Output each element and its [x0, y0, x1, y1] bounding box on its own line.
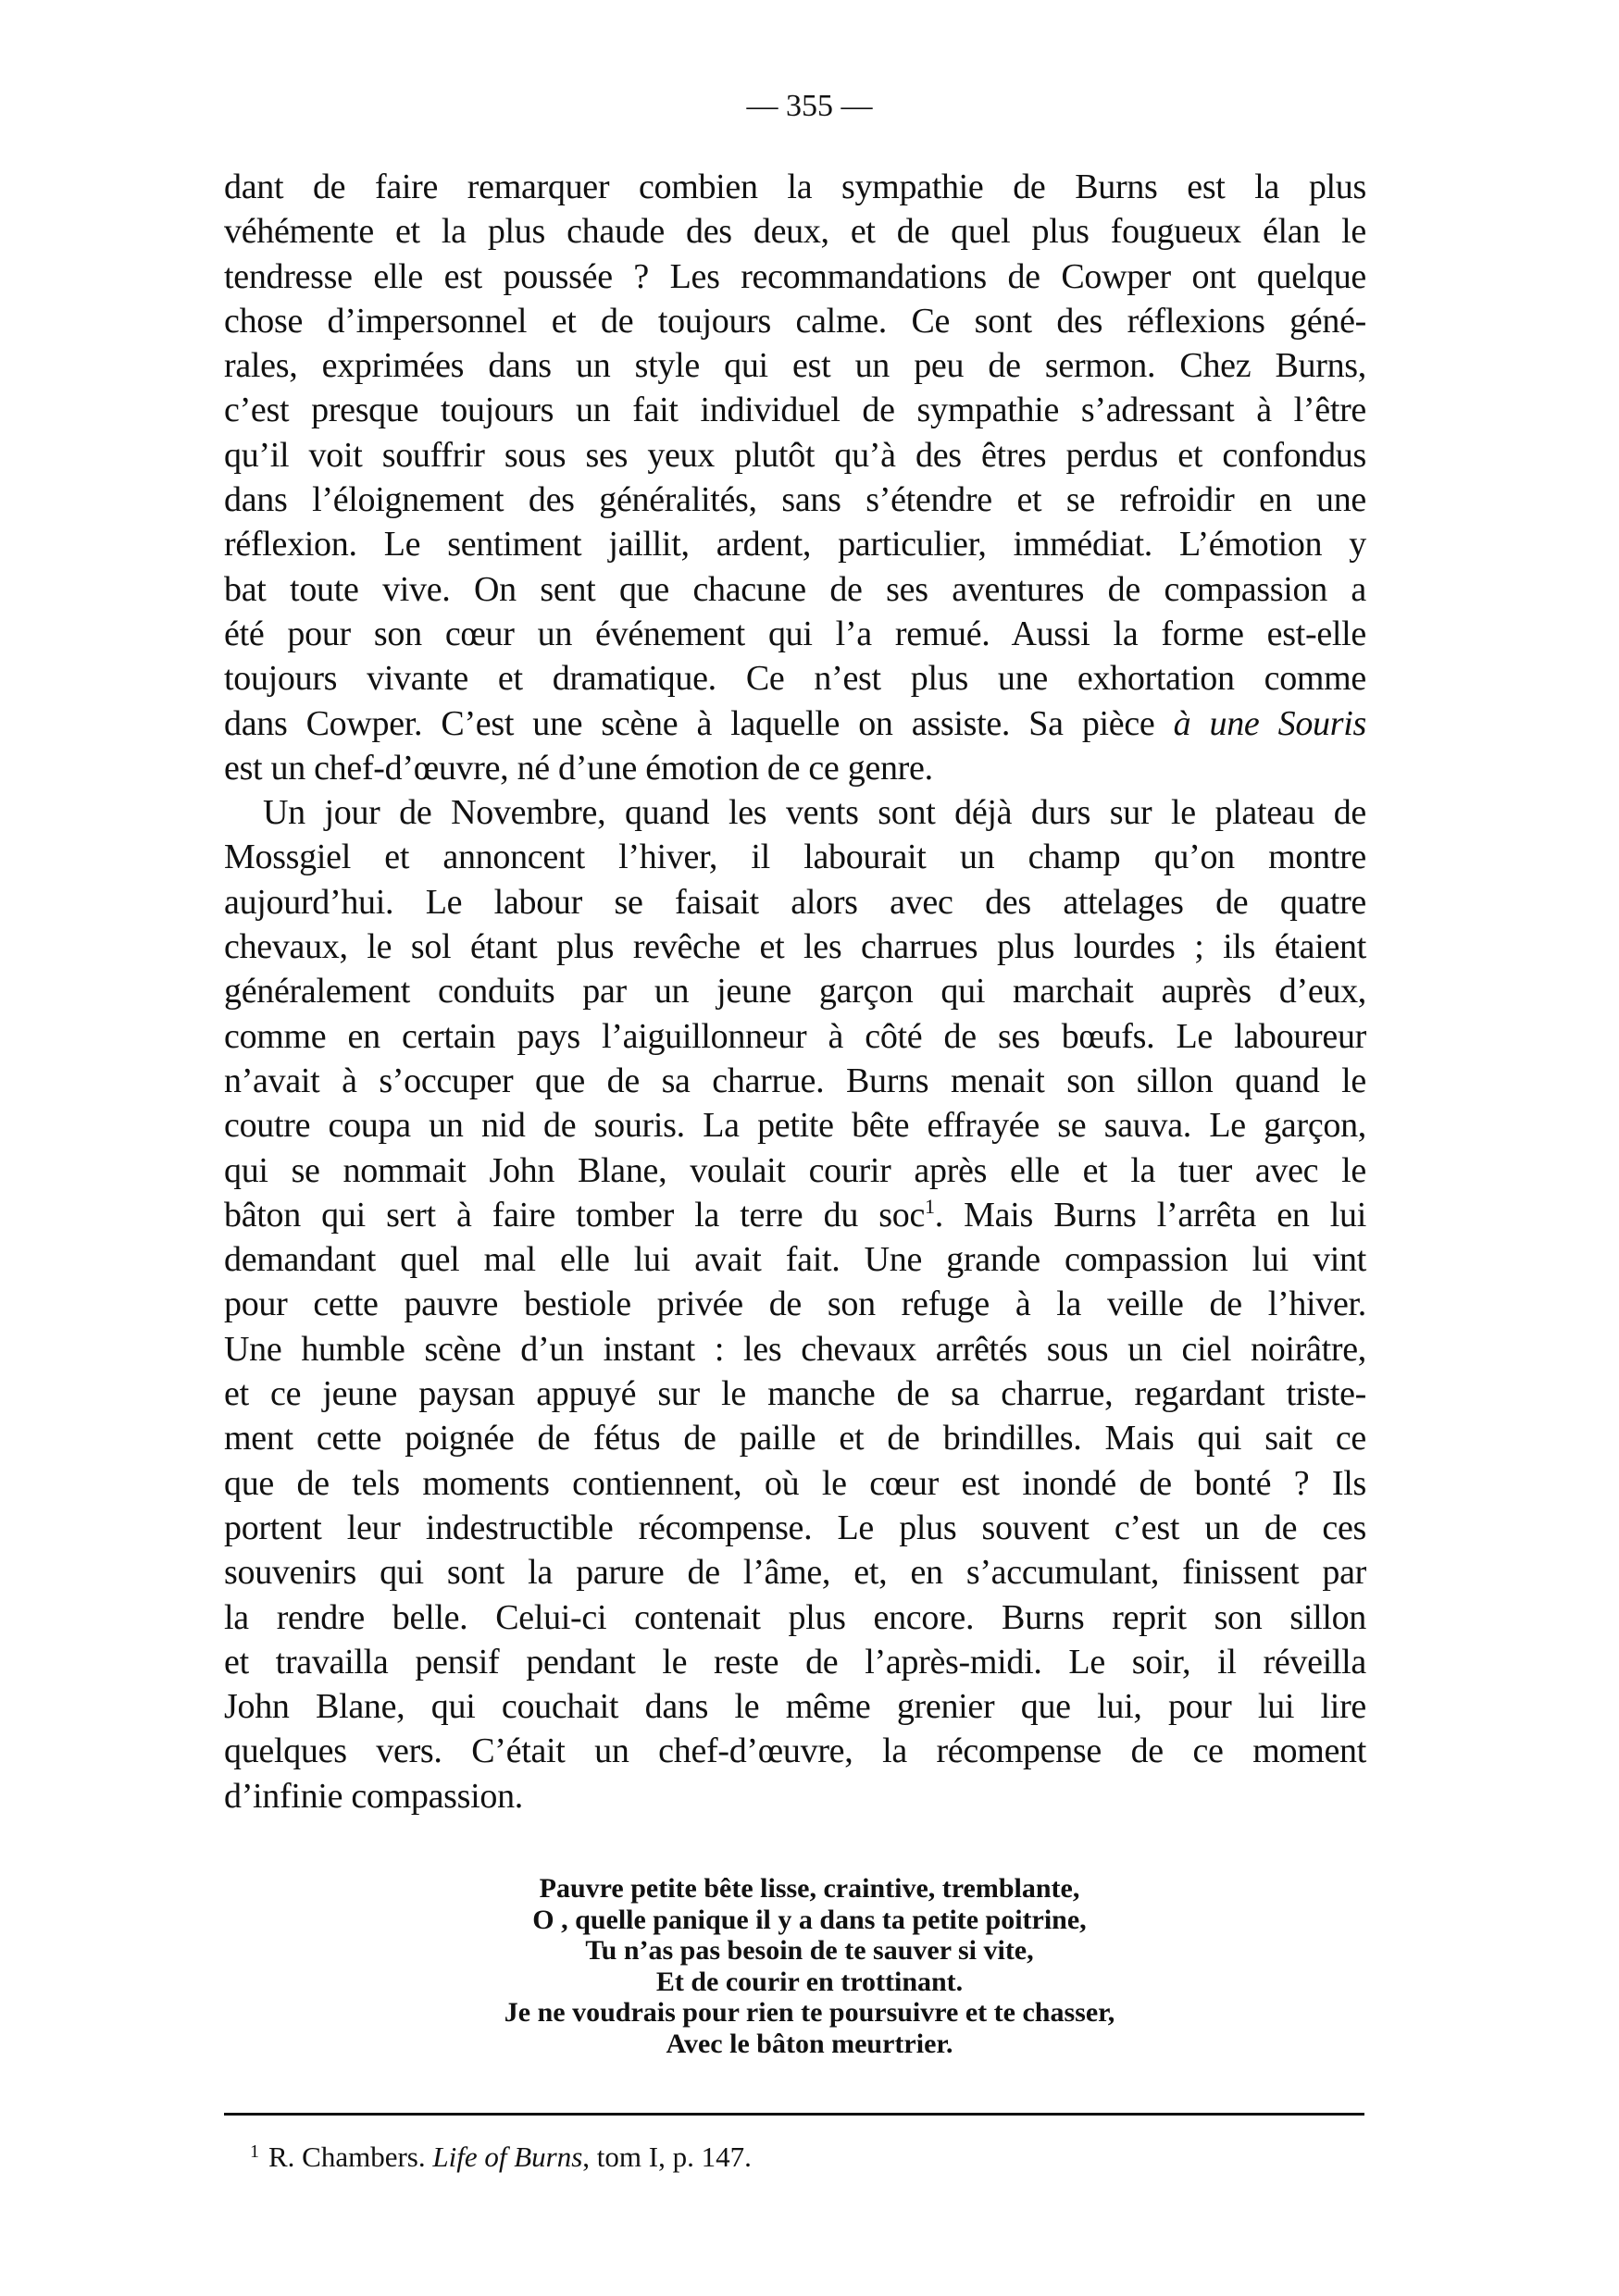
text-line: la rendre belle. Celui-ci contenait plus encore. Burns reprit son sillon	[224, 1597, 1366, 1637]
poem-line: Et de courir en trottinant.	[655, 1966, 964, 1997]
text-line: chevaux, le sol étant plus revêche et les charrues plus lourdes ; ils étaient	[224, 927, 1366, 967]
text-line: bat toute vive. On sent que chacune de ses aventures de compassion a	[224, 569, 1366, 609]
text-line: chose d’impersonnel et de toujours calme. Ce sont des réflexions géné-	[224, 301, 1366, 341]
text-line: dant de faire remarquer combien la sympathie de Burns est la plus	[224, 168, 1366, 206]
text-line: et travailla pensif pendant le reste de l’après-midi. Le soir, il réveilla	[224, 1642, 1366, 1682]
text-line: et ce jeune paysan appuyé sur le manche de sa charrue, regardant triste-	[224, 1374, 1366, 1414]
text-line: véhémente et la plus chaude des deux, et de quel plus fougueux élan le	[224, 212, 1366, 252]
text-line	[224, 1193, 1366, 1237]
footnote-citation: , tom I, p. 147.	[582, 2141, 752, 2173]
text-line: coutre coupa un nid de souris. La petite bête effrayée se sauva. Le garçon,	[224, 1106, 1366, 1146]
text-line: tendresse elle est poussée ? Les recommandations de Cowper ont quelque	[224, 256, 1366, 296]
text-line: généralement conduits par un jeune garçon qui marchait auprès d’eux,	[224, 972, 1366, 1011]
footnote	[250, 2133, 752, 2176]
poem-line: Tu n’as pas besoin de te sauver si vite,	[585, 1935, 1034, 1966]
text-line: d’infinie compassion.	[224, 1776, 523, 1816]
page-number: — 355 —	[746, 89, 873, 123]
text-line: quelques vers. C’était un chef-d’œuvre, la récompense de ce moment	[224, 1731, 1366, 1771]
poem-line: Avec le bâton meurtrier.	[666, 2028, 953, 2059]
poem-quotation	[0, 1873, 1619, 2059]
footnote-reference[interactable]: 1	[925, 1194, 935, 1218]
text-line: est un chef-d’œuvre, né d’une émotion de ce genre.	[224, 748, 933, 788]
text-line: John Blane, qui couchait dans le même grenier que lui, pour lui lire	[224, 1687, 1366, 1727]
text-line: demandant quel mal elle lui avait fait. Une grande compassion lui vint	[224, 1240, 1366, 1280]
poem-line: O , quelle panique il y a dans ta petite poitrine,	[532, 1904, 1087, 1935]
text-line: qu’il voit souffrir sous ses yeux plutôt qu’à des êtres perdus et confondus	[224, 435, 1366, 475]
text-line: dans l’éloignement des généralités, sans s’étendre et se refroidir en une	[224, 480, 1366, 520]
footnote-divider	[224, 2113, 1364, 2116]
text-line: toujours vivante et dramatique. Ce n’est plus une exhortation comme	[224, 659, 1366, 699]
text-line: souvenirs qui sont la parure de l’âme, et, en s’accumulant, finissent par	[224, 1553, 1366, 1593]
footnote-title: Life of Burns	[432, 2141, 583, 2173]
body-text	[224, 165, 1366, 1818]
footnote-mark: 1	[250, 2141, 259, 2162]
text-line: portent leur indestructible récompense. Le plus souvent c’est un de ces	[224, 1508, 1366, 1547]
text-line: Mossgiel et annoncent l’hiver, il labourait un champ qu’on montre	[224, 838, 1366, 877]
text-fragment: . Mais Burns l’arrêta en lui	[934, 1195, 1366, 1235]
text-line	[224, 701, 1366, 746]
poem-line: Je ne voudrais pour rien te poursuivre et te chasser,	[504, 1997, 1115, 2028]
text-line: réflexion. Le sentiment jaillit, ardent, particulier, immédiat. L’émotion y	[224, 525, 1366, 565]
text-line: que de tels moments contiennent, où le cœur est inondé de bonté ? Ils	[224, 1463, 1366, 1503]
text-line: qui se nommait John Blane, voulait courir après elle et la tuer avec le	[224, 1150, 1366, 1190]
text-line: rales, exprimées dans un style qui est un peu de sermon. Chez Burns,	[224, 346, 1366, 386]
text-line: pour cette pauvre bestiole privée de son refuge à la veille de l’hiver.	[224, 1285, 1366, 1324]
text-fragment: bâton qui sert à faire tomber la terre du soc	[224, 1195, 926, 1235]
italic-title: à une Souris	[1173, 703, 1366, 743]
text-line: comme en certain pays l’aiguillonneur à côté de ses bœufs. Le laboureur	[224, 1016, 1366, 1056]
text-line: ment cette poignée de fétus de paille et de brindilles. Mais qui sait ce	[224, 1419, 1366, 1458]
text-line: aujourd’hui. Le labour se faisait alors avec des attelages de quatre	[224, 882, 1366, 922]
text-line: été pour son cœur un événement qui l’a remué. Aussi la forme est-elle	[224, 614, 1366, 653]
poem-line: Pauvre petite bête lisse, craintive, tremblante,	[539, 1873, 1080, 1904]
footnote-author: R. Chambers.	[268, 2141, 433, 2173]
text-line: Un jour de Novembre, quand les vents sont déjà durs sur le plateau de	[263, 793, 1366, 833]
text-line: Une humble scène d’un instant : les chevaux arrêtés sous un ciel noirâtre,	[224, 1329, 1366, 1369]
text-line: c’est presque toujours un fait individuel de sympathie s’adressant à l’être	[224, 391, 1366, 430]
text-line: n’avait à s’occuper que de sa charrue. Burns menait son sillon quand le	[224, 1061, 1366, 1100]
text-fragment: dans Cowper. C’est une scène à laquelle on assiste. Sa pièce	[224, 703, 1174, 743]
